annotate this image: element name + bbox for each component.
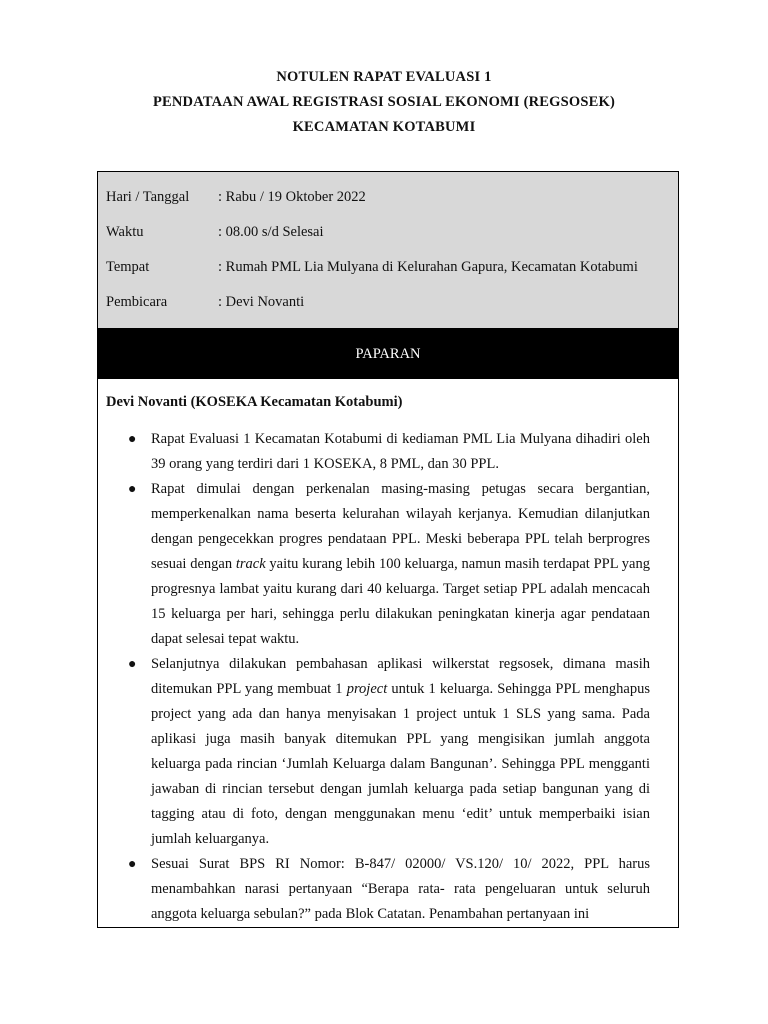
point-term: track (235, 556, 266, 572)
info-value: : Devi Novanti (218, 294, 305, 310)
point-text: untuk 1 keluarga. Sehingga PPL menghapus project yang ada dan hanya menyisakan 1 project untuk 1 SLS yang sama. Pada aplikasi juga masih banyak ditemukan PPL yang mengisikan jumlah anggota keluarga pada rincian ‘Jumlah Keluarga dalam Bangunan’. Sehingga PPL mengganti jawaban di rincian tersebut dengan jumlah keluarga pada setiap bangunan yang di tagging atau di foto, dengan menggunakan menu ‘edit’ untuk memperbaiki isian jumlah keluarganya. (151, 681, 650, 847)
section-header: PAPARAN (98, 329, 678, 379)
list-item (98, 652, 678, 852)
info-value: : Rumah PML Lia Mulyana di Kelurahan Gapura, Kecamatan Kotabumi (218, 259, 638, 275)
speaker-heading: Devi Novanti (KOSEKA Kecamatan Kotabumi) (106, 394, 403, 410)
points-list (98, 427, 678, 927)
bullet-icon: ● (128, 657, 137, 672)
info-value: : 08.00 s/d Selesai (218, 224, 324, 240)
point-term: project (346, 681, 388, 697)
point-text: Rapat Evaluasi 1 Kecamatan Kotabumi di kediaman PML Lia Mulyana dihadiri oleh 39 orang yang terdiri dari 1 KOSEKA, 8 PML, dan 30 PPL. (151, 431, 650, 472)
document-location: KECAMATAN KOTABUMI (292, 119, 476, 135)
bullet-icon: ● (128, 857, 137, 872)
list-item (98, 852, 678, 927)
point-text: Sesuai Surat BPS RI Nomor: B-847/ 02000/ VS.120/ 10/ 2022, PPL harus menambahkan narasi pertanyaan “Berapa rata- rata pengeluaran untuk seluruh anggota keluarga sebulan?” pada Blok Catatan. Penambahan pertanyaan ini (151, 856, 650, 922)
point-text: Rapat dimulai dengan perkenalan masing-masing petugas secara bergantian, memperkenalkan nama beserta kelurahan wilayah kerjanya. Kemudian dilanjutkan dengan pengecekkan progres pendataan PPL. Meski beberapa PPL telah berprogres sesuai dengan (151, 481, 650, 572)
bullet-icon: ● (128, 482, 137, 497)
document-title: NOTULEN RAPAT EVALUASI 1 (276, 69, 492, 85)
info-label: Tempat (106, 259, 150, 275)
point-text: yaitu kurang lebih 100 keluarga, namun masih terdapat PPL yang progresnya lambat yaitu kurang dari 40 keluarga. Target setiap PPL adalah mencacah 15 keluarga per hari, sehingga perlu dilakukan peningkatan kinerja agar pendataan dapat selesai tepat waktu. (151, 556, 650, 647)
info-value: : Rabu / 19 Oktober 2022 (218, 189, 366, 205)
document-subtitle: PENDATAAN AWAL REGISTRASI SOSIAL EKONOMI (REGSOSEK) (152, 94, 616, 110)
meeting-info-panel (98, 172, 678, 329)
info-label: Waktu (106, 224, 144, 240)
point-text: Selanjutnya dilakukan pembahasan aplikasi wilkerstat regsosek, dimana masih ditemukan PPL yang membuat 1 (151, 656, 650, 697)
bullet-icon: ● (128, 432, 137, 447)
list-item (98, 427, 678, 477)
list-item (98, 477, 678, 652)
minutes-table (97, 171, 679, 928)
info-label: Hari / Tanggal (106, 189, 190, 205)
info-label: Pembicara (106, 294, 168, 310)
